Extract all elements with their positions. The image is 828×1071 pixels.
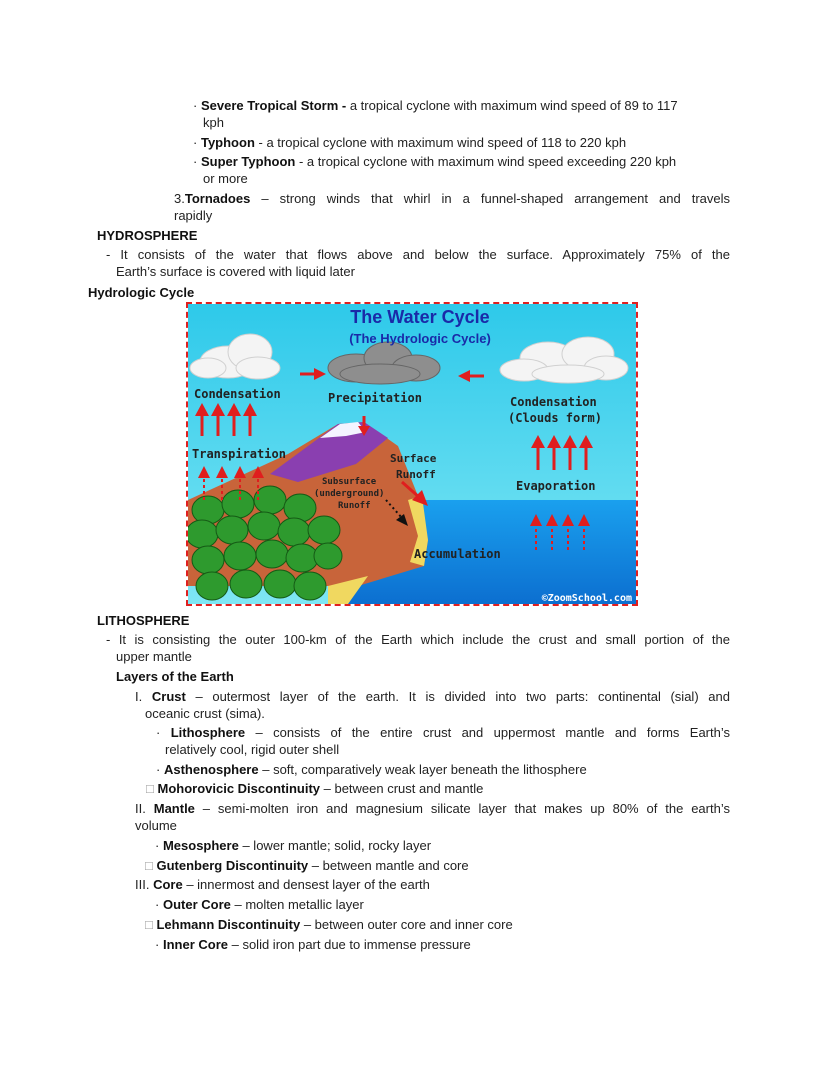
crust-item: I. Crust – outermost layer of the earth. It is divided into two parts: continental (sial) and: [135, 689, 730, 704]
lehmann-item: □ Lehmann Discontinuity – between outer core and inner core: [145, 917, 513, 932]
label-condensation-right: Condensation: [510, 395, 597, 409]
hydrosphere-heading: HYDROSPHERE: [97, 228, 198, 243]
mantle-item: II. Mantle – semi-molten iron and magnesium silicate layer that makes up 80% of the earth’s: [135, 801, 730, 816]
label-precipitation: Precipitation: [328, 391, 422, 405]
tornado-cont: rapidly: [174, 208, 213, 223]
moho-item: □ Mohorovicic Discontinuity – between crust and mantle: [146, 781, 484, 796]
asthenosphere-item: · Asthenosphere – soft, comparatively weak layer beneath the lithosphere: [156, 762, 587, 777]
hydrosphere-line2: Earth’s surface is covered with liquid later: [116, 264, 355, 279]
lithosphere-layer-item: · Lithosphere – consists of the entire crust and uppermost mantle and forms Earth’s: [156, 725, 730, 740]
super-typhoon-cont: or more: [203, 171, 248, 186]
tornado-item: 3.Tornadoes – strong winds that whirl in a funnel-shaped arrangement and travels: [174, 191, 730, 206]
severe-tropical-storm-item: · Severe Tropical Storm - a tropical cyclone with maximum wind speed of 89 to 117: [193, 98, 678, 113]
gutenberg-item: □ Gutenberg Discontinuity – between mantle and core: [145, 858, 469, 873]
label-underground: (underground): [314, 489, 385, 499]
label-surface: Surface: [390, 452, 437, 465]
layers-heading: Layers of the Earth: [116, 669, 234, 684]
credit-text: ©ZoomSchool.com: [541, 593, 632, 604]
water-cycle-diagram: [186, 302, 638, 606]
label-clouds-form: (Clouds form): [508, 411, 602, 425]
hydrologic-cycle-heading: Hydrologic Cycle: [88, 285, 195, 300]
typhoon-item: · Typhoon - a tropical cyclone with maximum wind speed of 118 to 220 kph: [193, 135, 627, 150]
diagram-subtitle: (The Hydrologic Cycle): [349, 331, 491, 346]
label-runoff: Runoff: [396, 468, 436, 481]
crust-cont: oceanic crust (sima).: [145, 706, 265, 721]
core-item: III. Core – innermost and densest layer of the earth: [135, 877, 430, 892]
label-transpiration: Transpiration: [192, 447, 286, 461]
lithosphere-line1: - It is consisting the outer 100-km of the Earth which include the crust and small portion of the: [106, 632, 730, 647]
super-typhoon-item: · Super Typhoon - a tropical cyclone with maximum wind speed exceeding 220 kph: [193, 154, 677, 169]
lithosphere-layer-cont: relatively cool, rigid outer shell: [165, 742, 340, 757]
label-subsurface-runoff: Runoff: [338, 501, 371, 511]
label-evaporation: Evaporation: [516, 479, 596, 493]
diagram-title: The Water Cycle: [350, 307, 490, 327]
lithosphere-heading: LITHOSPHERE: [97, 613, 190, 628]
label-subsurface: Subsurface: [322, 477, 377, 487]
lithosphere-line2: upper mantle: [116, 649, 192, 664]
mantle-cont: volume: [135, 818, 177, 833]
label-accumulation: Accumulation: [414, 547, 501, 561]
mesosphere-item: · Mesosphere – lower mantle; solid, rocky layer: [155, 838, 432, 853]
severe-tropical-storm-cont: kph: [203, 115, 224, 130]
water-cycle-svg: [188, 304, 636, 604]
label-condensation-left: Condensation: [194, 387, 281, 401]
hydrosphere-line1: - It consists of the water that flows above and below the surface. Approximately 75% of the: [106, 247, 730, 262]
inner-core-item: · Inner Core – solid iron part due to immense pressure: [155, 937, 471, 952]
outer-core-item: · Outer Core – molten metallic layer: [155, 897, 364, 912]
